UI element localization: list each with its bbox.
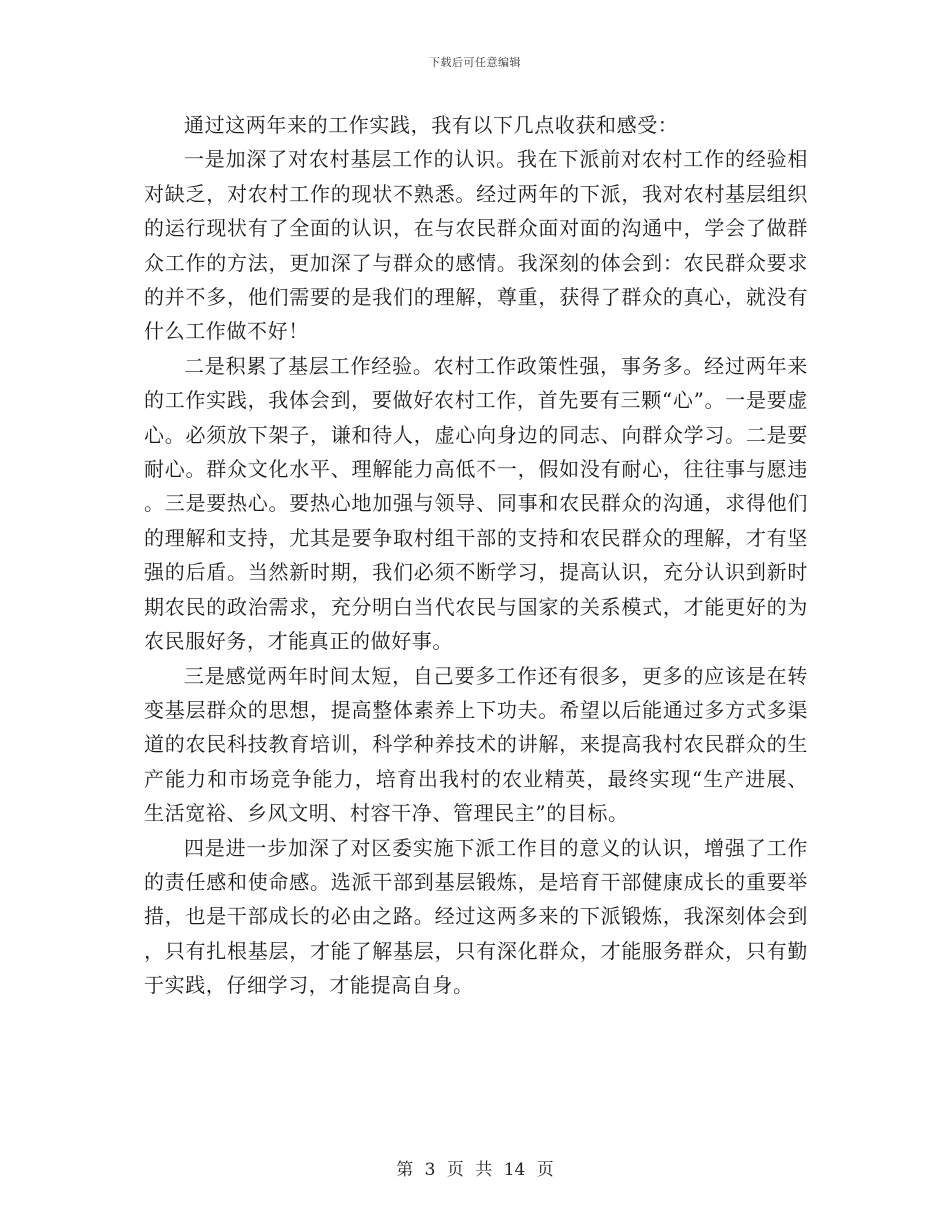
paragraph-point-four: 四是进一步加深了对区委实施下派工作目的意义的认识，增强了工作的责任感和使命感。选派干部到基层锻炼，是培育干部健康成长的重要举措，也是干部成长的必由之路。经过这两多来的下派锻炼，我深刻体会到，只有扎根基层，才能了解基层，只有深化群众，才能服务群众，只有勤于实践，仔细学习，才能提高自身。 [144, 835, 808, 998]
page-number-footer: 第 3 页 共 14 页 [396, 1160, 554, 1180]
page-header: 下载后可任意编辑 [429, 56, 521, 69]
paragraph-point-three: 三是感觉两年时间太短，自己要多工作还有很多，更多的应该是在转变基层群众的思想，提高整体素养上下功夫。希望以后能通过多方式多渠道的农民科技教育培训，科学种养技术的讲解，来提高我村农民群众的生产能力和市场竞争能力，培育出我村的农业精英，最终实现“生产进展、生活宽裕、乡风文明、村容干净、管理民主”的目标。 [144, 663, 808, 826]
paragraph-point-two: 二是积累了基层工作经验。农村工作政策性强，事务多。经过两年来的工作实践，我体会到，要做好农村工作，首先要有三颗“心”。一是要虚心。必须放下架子，谦和待人，虚心向身边的同志、向群众学习。二是要耐心。群众文化水平、理解能力高低不一，假如没有耐心，往往事与愿违。三是要热心。要热心地加强与领导、同事和农民群众的沟通，求得他们的理解和支持，尤其是要争取村组干部的支持和农民群众的理解，才有坚强的后盾。当然新时期，我们必须不断学习，提高认识，充分认识到新时期农民的政治需求，充分明白当代农民与国家的关系模式，才能更好的为农民服好务，才能真正的做好事。 [144, 353, 808, 654]
paragraph-intro: 通过这两年来的工作实践，我有以下几点收获和感受： [184, 113, 679, 137]
paragraph-point-one: 一是加深了对农村基层工作的认识。我在下派前对农村工作的经验相对缺乏，对农村工作的现状不熟悉。经过两年的下派，我对农村基层组织的运行现状有了全面的认识，在与农民群众面对面的沟通中，学会了做群众工作的方法，更加深了与群众的感情。我深刻的体会到：农民群众要求的并不多，他们需要的是我们的理解，尊重，获得了群众的真心，就没有什么工作做不好！ [144, 147, 808, 344]
document-body [144, 108, 808, 1003]
